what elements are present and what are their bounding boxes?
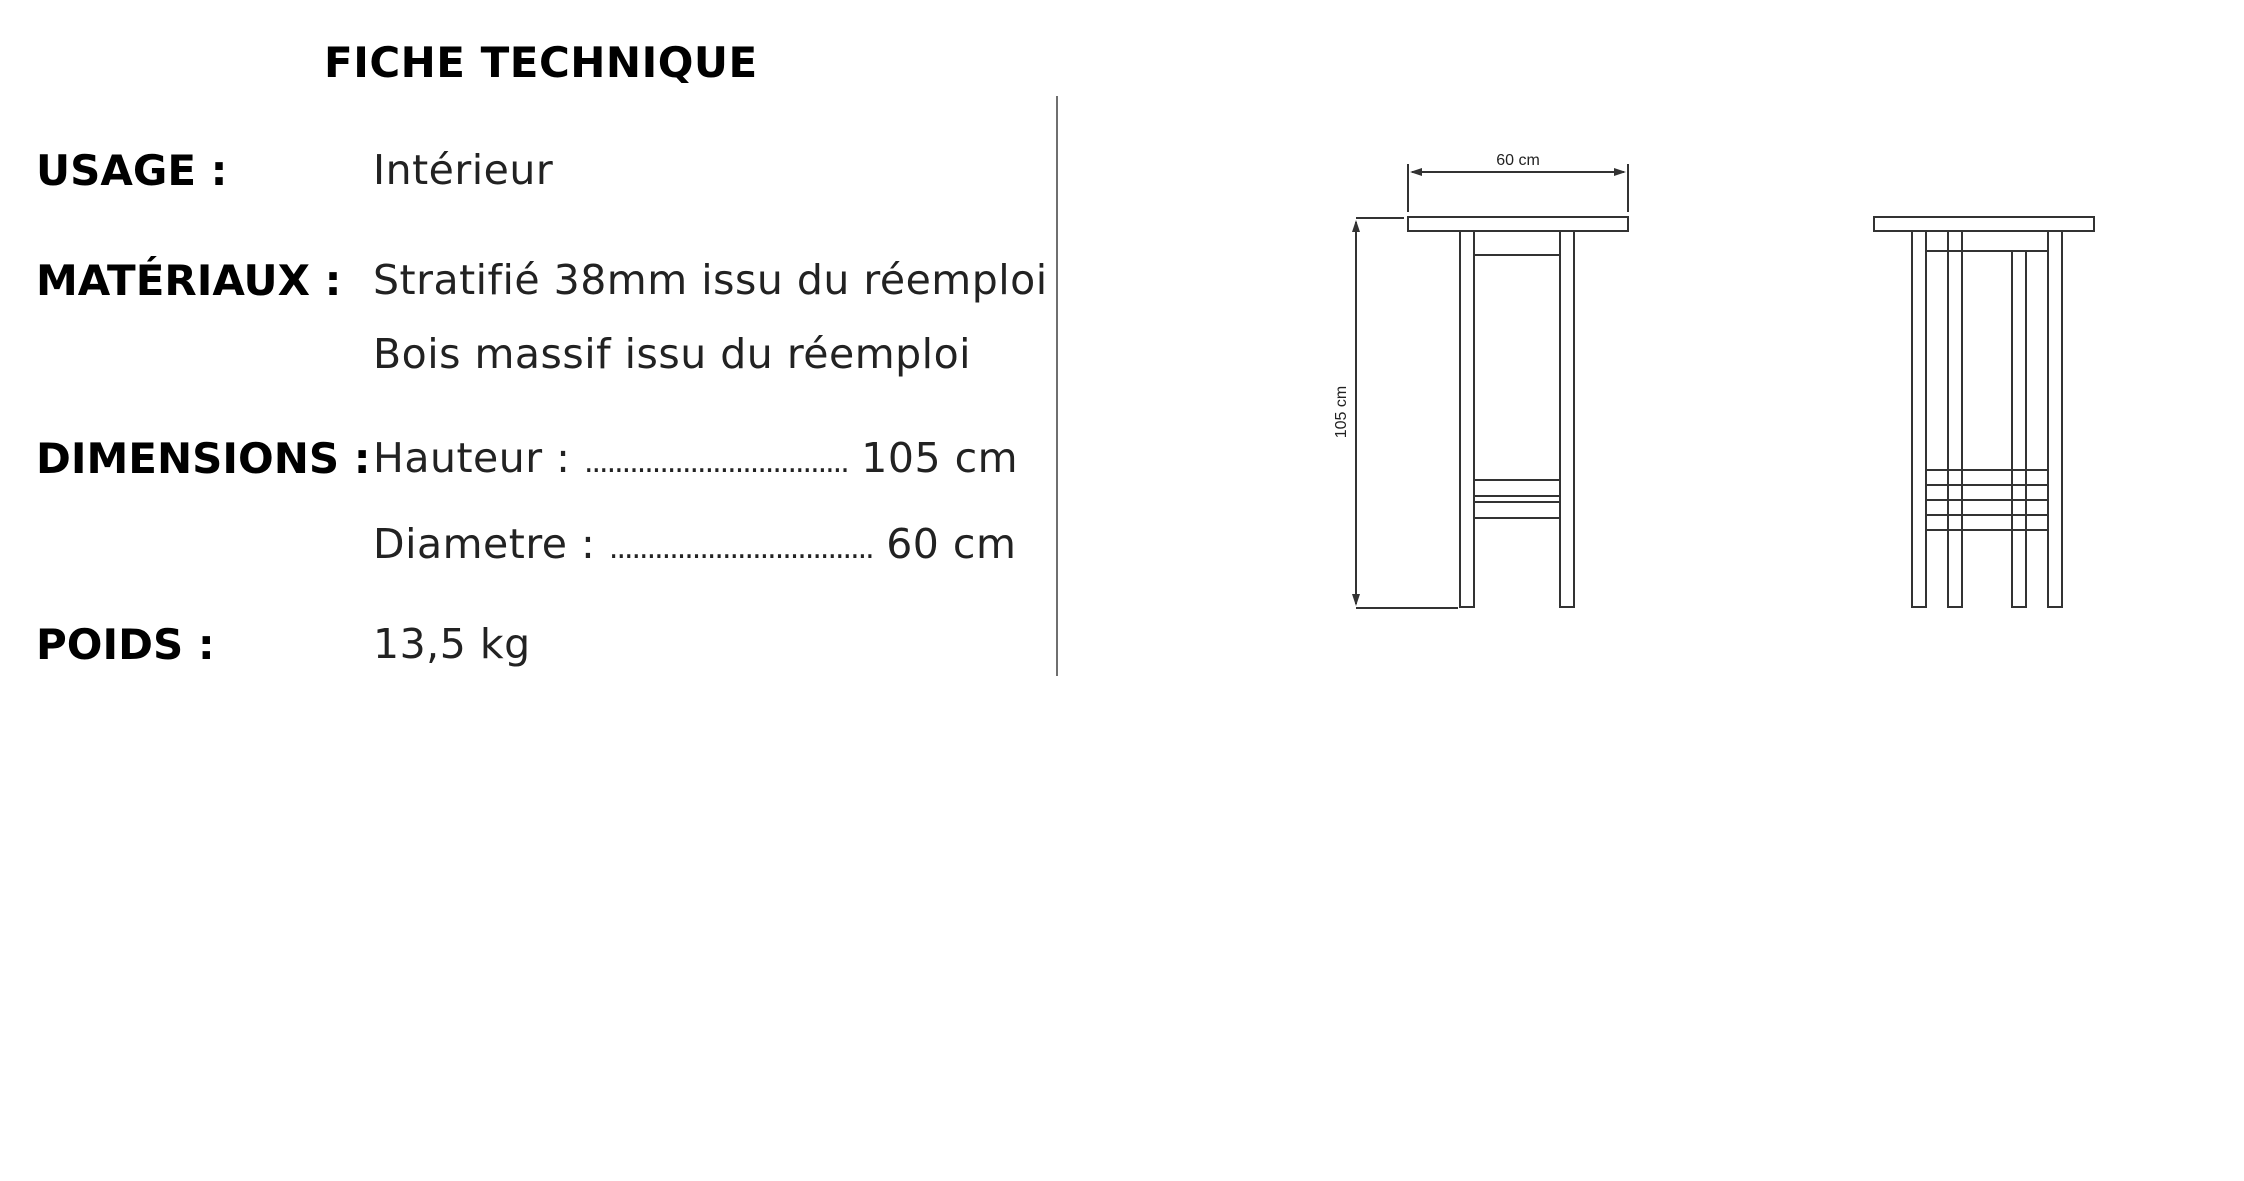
diametre-label: Diametre : — [373, 520, 596, 568]
diametre-dots: ................................... — [608, 531, 873, 566]
usage-value: Intérieur — [373, 146, 554, 194]
front-view — [1333, 152, 1628, 608]
diametre-row — [373, 520, 1016, 568]
usage-label: USAGE : — [36, 146, 228, 195]
side-view — [1874, 217, 2094, 607]
poids-value: 13,5 kg — [373, 620, 531, 668]
materiaux-label: MATÉRIAUX : — [36, 256, 342, 305]
poids-label: POIDS : — [36, 620, 215, 669]
height-dimension-label: 105 cm — [1333, 385, 1350, 439]
diametre-value: 60 cm — [886, 520, 1017, 568]
hauteur-row — [373, 434, 1018, 482]
materiaux-value-2: Bois massif issu du réemploi — [373, 330, 972, 378]
hauteur-dots: ................................... — [583, 445, 848, 480]
vertical-divider — [1056, 96, 1058, 676]
hauteur-value: 105 cm — [861, 434, 1019, 482]
technical-drawing — [1320, 140, 2120, 620]
hauteur-label: Hauteur : — [373, 434, 571, 482]
page-title: FICHE TECHNIQUE — [324, 38, 758, 87]
dimensions-label: DIMENSIONS : — [36, 434, 371, 483]
width-dimension-label: 60 cm — [1496, 152, 1540, 169]
materiaux-value-1: Stratifié 38mm issu du réemploi — [373, 256, 1048, 304]
